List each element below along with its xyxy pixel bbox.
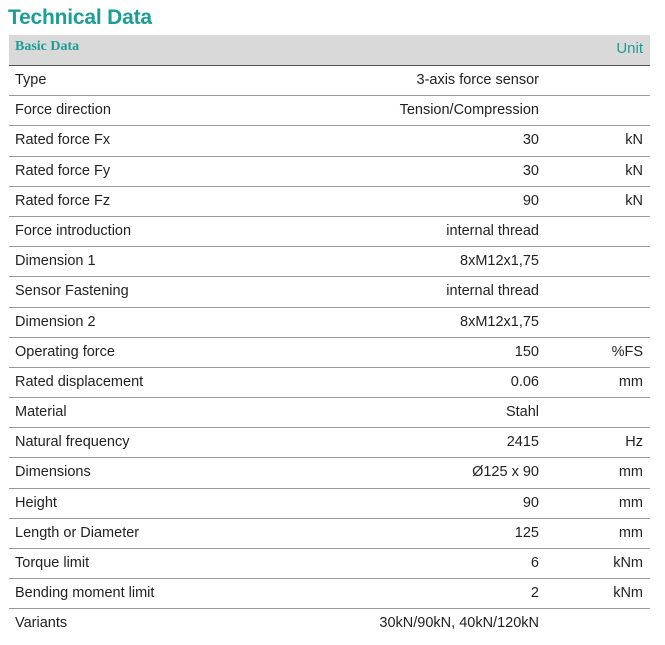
- row-label: Type: [15, 72, 47, 88]
- row-unit: Hz: [625, 434, 643, 451]
- table-row: [9, 247, 650, 277]
- row-value: 90: [522, 192, 539, 209]
- table-row: [9, 96, 650, 126]
- row-label: Bending moment limit: [15, 585, 155, 602]
- table-row: [9, 338, 650, 368]
- row-unit: mm: [618, 373, 643, 390]
- table-row: [9, 489, 650, 519]
- page-title: Technical Data: [8, 6, 152, 29]
- row-label: Length or Diameter: [15, 524, 140, 541]
- row-value: 2: [530, 585, 539, 602]
- table-row: [9, 368, 650, 398]
- row-unit: mm: [618, 464, 643, 481]
- row-label: Torque limit: [15, 555, 90, 571]
- row-value: 30: [522, 132, 539, 149]
- row-label: Sensor Fastening: [15, 283, 129, 300]
- row-label: Variants: [15, 615, 68, 632]
- row-label: Material: [15, 404, 67, 421]
- row-label: Dimension 2: [15, 313, 96, 330]
- row-label: Rated force Fx: [15, 132, 111, 149]
- row-value: 150: [514, 343, 539, 360]
- row-unit: kNm: [613, 555, 643, 571]
- row-unit: %FS: [611, 343, 643, 360]
- table-row: [9, 187, 650, 217]
- unit-column-header: Unit: [616, 40, 643, 57]
- spec-table: [9, 66, 650, 639]
- row-value: 8xM12x1,75: [460, 253, 539, 270]
- row-label: Dimensions: [15, 464, 91, 481]
- row-value: 2415: [506, 434, 539, 451]
- section-label: Basic Data: [15, 39, 80, 54]
- row-unit: kNm: [613, 585, 643, 602]
- row-value: 90: [522, 494, 539, 511]
- row-value: internal thread: [446, 222, 539, 239]
- row-value: 125: [514, 524, 539, 541]
- row-value: Ø125 x 90: [472, 464, 539, 481]
- table-row: [9, 398, 650, 428]
- row-value: 30: [522, 162, 539, 179]
- table-row: [9, 458, 650, 488]
- row-label: Rated displacement: [15, 373, 144, 390]
- table-row: [9, 308, 650, 338]
- row-label: Force introduction: [15, 222, 132, 239]
- table-row: [9, 126, 650, 156]
- row-value: 0.06: [510, 373, 539, 390]
- row-label: Operating force: [15, 343, 115, 360]
- row-value: 6: [530, 555, 539, 571]
- table-header: [9, 35, 650, 66]
- table-row: [9, 428, 650, 458]
- row-value: internal thread: [446, 283, 539, 300]
- row-unit: kN: [625, 192, 643, 209]
- row-unit: mm: [618, 494, 643, 511]
- row-value: 8xM12x1,75: [460, 313, 539, 330]
- row-unit: mm: [618, 524, 643, 541]
- table-row: [9, 609, 650, 638]
- row-label: Rated force Fy: [15, 162, 111, 179]
- row-label: Force direction: [15, 102, 111, 119]
- row-value: Stahl: [505, 404, 539, 421]
- row-label: Rated force Fz: [15, 192, 111, 209]
- row-label: Height: [15, 494, 57, 511]
- row-label: Dimension 1: [15, 253, 96, 270]
- row-unit: kN: [625, 132, 643, 149]
- row-value: Tension/Compression: [399, 102, 539, 119]
- table-row: [9, 519, 650, 549]
- table-row: [9, 277, 650, 307]
- row-label: Natural frequency: [15, 434, 130, 451]
- table-row: [9, 217, 650, 247]
- table-row: [9, 579, 650, 609]
- row-value: 30kN/90kN, 40kN/120kN: [379, 615, 539, 632]
- row-value: 3-axis force sensor: [416, 72, 539, 88]
- table-row: [9, 157, 650, 187]
- table-row: [9, 549, 650, 579]
- table-row: [9, 66, 650, 96]
- row-unit: kN: [625, 162, 643, 179]
